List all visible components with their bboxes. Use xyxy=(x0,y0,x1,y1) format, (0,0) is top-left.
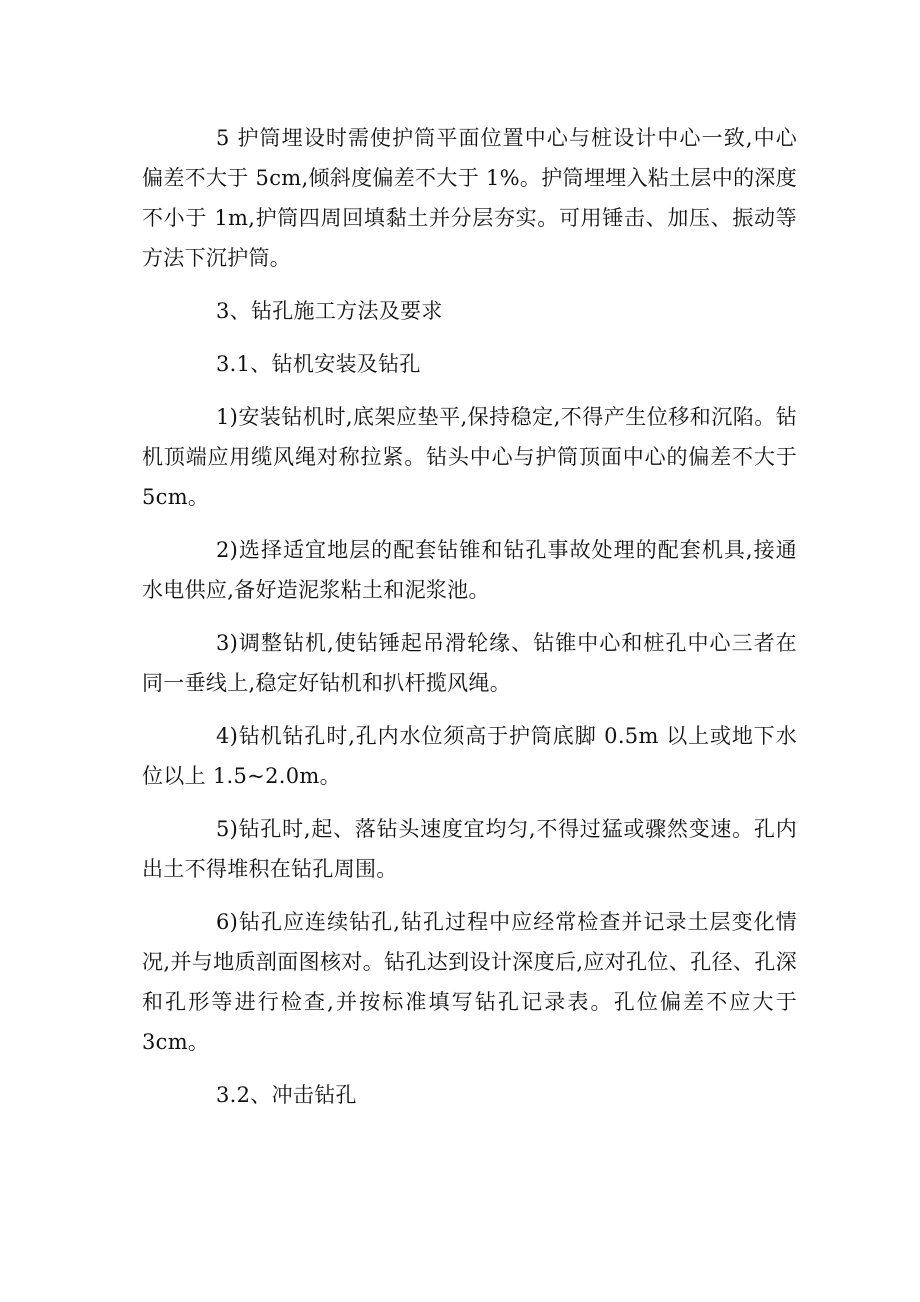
paragraph-item-4: 4)钻机钻孔时,孔内水位须高于护筒底脚 0.5m 以上或地下水位以上 1.5~2.0m。 xyxy=(142,724,797,788)
paragraph-item-1: 1)安装钻机时,底架应垫平,保持稳定,不得产生位移和沉陷。钻机顶端应用缆风绳对称拉紧。钻头中心与护筒顶面中心的偏差不大于 5cm。 xyxy=(142,405,797,509)
paragraph-item-6: 6)钻孔应连续钻孔,钻孔过程中应经常检查并记录土层变化情况,并与地质剖面图核对。钻孔达到设计深度后,应对孔位、孔径、孔深和孔形等进行检查,并按标准填写钻孔记录表。孔位偏差不应大于3cm。 xyxy=(142,910,797,1054)
paragraph-casing-installation: 5 护筒埋设时需使护筒平面位置中心与桩设计中心一致,中心偏差不大于 5cm,倾斜度偏差不大于 1%。护筒埋埋入粘土层中的深度不小于 1m,护筒四周回填黏土并分层夯实。可用锤击、加压、振动等方法下沉护筒。 xyxy=(142,126,797,270)
section-heading-drilling-methods: 3、钻孔施工方法及要求 xyxy=(216,299,443,323)
paragraph-item-2: 2)选择适宜地层的配套钻锥和钻孔事故处理的配套机具,接通水电供应,备好造泥浆粘土和泥浆池。 xyxy=(142,538,797,602)
subsection-heading-percussion-drilling: 3.2、冲击钻孔 xyxy=(216,1083,357,1107)
paragraph-item-5: 5)钻孔时,起、落钻头速度宜均匀,不得过猛或骤然变速。孔内出土不得堆积在钻孔周围。 xyxy=(142,817,797,881)
paragraph-item-3: 3)调整钻机,使钻锤起吊滑轮缘、钻锥中心和桩孔中心三者在同一垂线上,稳定好钻机和扒杆揽风绳。 xyxy=(142,631,797,695)
document-body xyxy=(142,118,797,1128)
subsection-heading-rig-installation: 3.1、钻机安装及钻孔 xyxy=(216,352,421,376)
